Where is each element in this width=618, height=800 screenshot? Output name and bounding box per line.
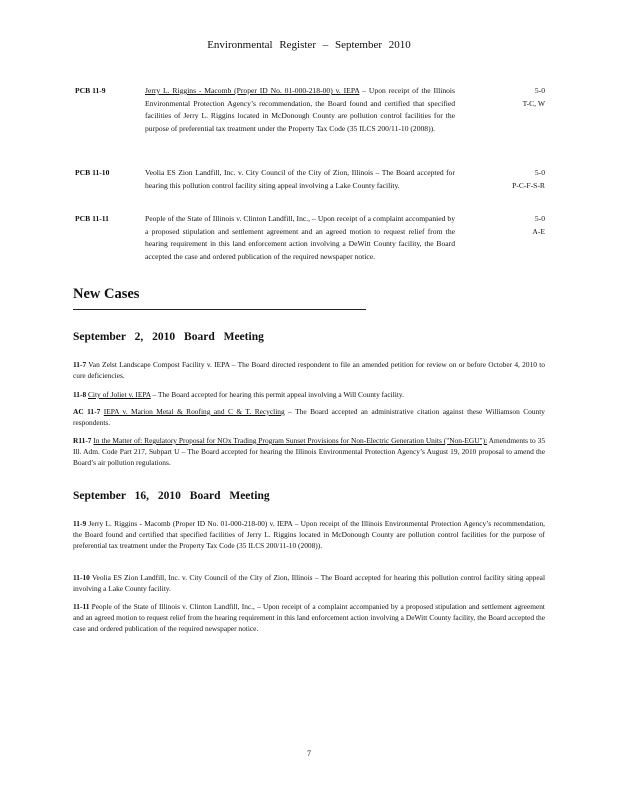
entry-text: Jerry L. Riggins - Macomb (Proper ID No. 01-000-218-00) v. IEPA – Upon receipt of the Illinois Environmental Protection Agency’s recommendation, the Board found and certified that specified facilities of Jerry L. Riggins located in McDonough County are pollution control facilities for the purpose of preferential tax treatment under the Property Tax Code (35 ILCS 200/11-10 (2008)). (73, 519, 545, 550)
new-case-entry (73, 572, 545, 594)
vote-count: 5-0 (534, 214, 545, 223)
new-case-entry (73, 601, 545, 634)
entry-text: – The Board accepted an administrative citation against these Williamson County respondents. (73, 407, 545, 427)
case-number: PCB 11-10 (75, 168, 110, 177)
vote-note: A-E (532, 226, 545, 236)
entry-number: 11-11 (73, 602, 90, 611)
new-case-entry (73, 359, 545, 381)
case-text: Veolia ES Zion Landfill, Inc. v. City Council of the City of Zion, Illinois – The Board accepted for hearing this pollution control facility siting appeal involving a Lake County facility. (145, 168, 455, 190)
section-divider (73, 309, 366, 310)
case-description (145, 213, 455, 263)
case-number: PCB 11-11 (75, 214, 109, 223)
case-vote (465, 213, 545, 238)
new-case-entry (73, 389, 545, 400)
entry-title: In the Matter of: Regulatory Proposal for NOx Trading Program Sunset Provisions for Non-Electric Generation Units ("Non-EGU"): (93, 436, 488, 445)
entry-text: Amendments to 35 Ill. Adm. Code Part 217, Subpart U – The Board accepted for hearing the Illinois Environmental Protection Agency’s August 19, 2010 proposal to amend the Board’s air pollution regulations. (73, 436, 546, 467)
vote-count: 5-0 (534, 86, 545, 95)
case-number: PCB 11-9 (75, 86, 106, 95)
entry-text: Van Zelst Landscape Compost Facility v. IEPA – The Board directed respondent to file an amended petition for review on or before October 4, 2010 to cure deficiencies. (73, 360, 545, 380)
entry-number: 11-8 (73, 390, 87, 399)
new-case-entry (73, 406, 545, 428)
case-entry-pcb-11-10 (75, 167, 545, 207)
case-description (145, 167, 455, 192)
entry-number: 11-9 (73, 519, 87, 528)
entry-text: – The Board accepted for hearing this permit appeal involving a Will County facility. (150, 390, 404, 399)
entry-text: Veolia ES Zion Landfill, Inc. v. City Council of the City of Zion, Illinois – The Board accepted for hearing this pollution control facility siting appeal involving a Lake County facility. (73, 573, 545, 593)
running-header: Environmental Register – September 2010 (207, 39, 411, 51)
page-number: 7 (307, 749, 311, 758)
new-case-entry (73, 518, 545, 551)
case-entry-pcb-11-11 (75, 213, 545, 275)
meeting-heading: September 16, 2010 Board Meeting (73, 490, 270, 502)
entry-number: 11-10 (73, 573, 90, 582)
vote-count: 5-0 (534, 168, 545, 177)
case-description (145, 85, 455, 135)
entry-title: City of Joliet v. IEPA (88, 390, 151, 399)
case-text: People of the State of Illinois v. Clinton Landfill, Inc., – Upon receipt of a complaint accompanied by a proposed stipulation and settlement agreement and an agreed motion to request relief from the hearing requirement in this land enforcement action involving a DeWitt County facility, the Board accepted the case and ordered publication of the required newspaper notice. (145, 214, 455, 261)
entry-text: People of the State of Illinois v. Clinton Landfill, Inc., – Upon receipt of a complaint accompanied by a proposed stipulation and settlement agreement and an agreed motion to request relief from the hearing requirement in this land enforcement action involving a DeWitt County facility, the Board accepted the case and ordered publication of the required newspaper notice. (73, 602, 545, 633)
vote-note: P-C-F-S-R (512, 180, 545, 190)
entry-number: AC 11-7 (73, 407, 101, 416)
case-vote (465, 167, 545, 192)
meeting-heading: September 2, 2010 Board Meeting (73, 331, 264, 343)
entry-title: IEPA v. Marion Metal & Roofing and C & T. Recycling (103, 407, 285, 416)
case-entry-pcb-11-9 (75, 85, 545, 157)
case-text: – Upon receipt of the Illinois Environmental Protection Agency’s recommendation, the Board found and certified that specified facilities of Jerry L. Riggins located in McDonough County are pollution control facilities for the purpose of preferential tax treatment under the Property Tax Code (35 ILCS 200/11-10 (2008)). (145, 86, 455, 133)
entry-number: R11-7 (73, 436, 92, 445)
case-vote (465, 85, 545, 110)
section-heading-new-cases: New Cases (73, 286, 140, 302)
entry-number: 11-7 (73, 360, 87, 369)
vote-note: T-C, W (522, 98, 545, 108)
new-case-entry (73, 435, 545, 468)
case-parties: Jerry L. Riggins - Macomb (Proper ID No. 01-000-218-00) v. IEPA (145, 86, 360, 95)
